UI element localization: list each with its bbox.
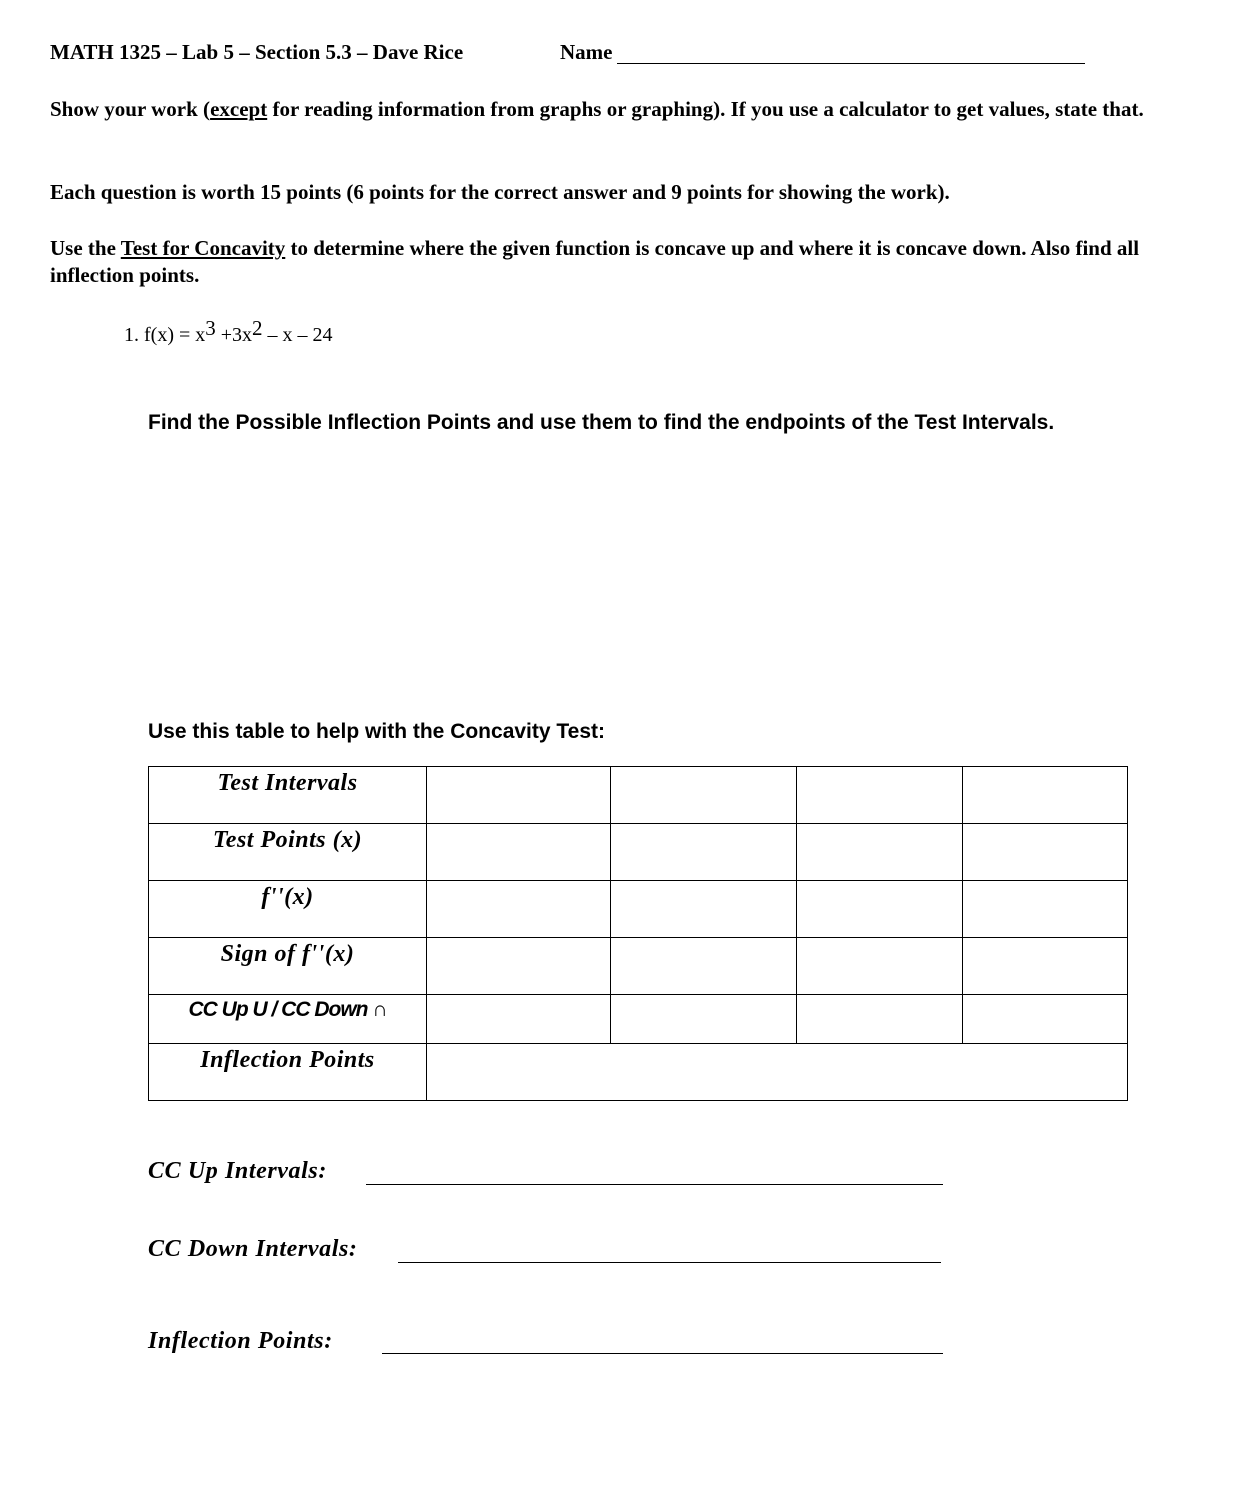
table-cell[interactable] xyxy=(427,995,611,1044)
table-row xyxy=(149,938,1128,995)
instruction-text: Show your work ( xyxy=(50,97,211,121)
table-cell[interactable] xyxy=(611,824,797,881)
row-label-cell xyxy=(149,1044,427,1101)
table-cell[interactable] xyxy=(427,881,611,938)
row-label: CC Up U / CC Down ∩ xyxy=(188,998,387,1021)
inflection-points-label: Inflection Points: xyxy=(148,1328,333,1354)
table-row xyxy=(149,995,1128,1044)
exponent: 2 xyxy=(252,316,263,340)
row-label: Sign of f''(x) xyxy=(220,941,355,967)
table-row xyxy=(149,881,1128,938)
table-cell[interactable] xyxy=(963,995,1128,1044)
row-label: Inflection Points xyxy=(200,1047,375,1073)
underlined-except: except xyxy=(210,97,268,121)
table-cell[interactable] xyxy=(797,824,963,881)
table-row xyxy=(149,824,1128,881)
table-cell[interactable] xyxy=(611,938,797,995)
row-label: Test Intervals xyxy=(217,770,358,796)
function-term: – x – 24 xyxy=(262,324,333,346)
inflection-points-cell[interactable] xyxy=(427,1044,1128,1101)
inflection-points-answer-line[interactable] xyxy=(382,1353,943,1354)
name-label: Name xyxy=(560,40,613,64)
function-lhs: f(x) = x xyxy=(144,324,206,346)
cc-down-answer-line[interactable] xyxy=(398,1262,941,1263)
table-cell[interactable] xyxy=(427,824,611,881)
table-cell[interactable] xyxy=(427,938,611,995)
table-cell[interactable] xyxy=(611,767,797,824)
row-label-cell xyxy=(149,938,427,995)
table-cell[interactable] xyxy=(611,995,797,1044)
cc-down-label: CC Down Intervals: xyxy=(148,1236,358,1262)
document-title: MATH 1325 – Lab 5 – Section 5.3 – Dave Rice xyxy=(50,40,464,64)
row-label: f''(x) xyxy=(261,884,314,910)
row-label: Test Points (x) xyxy=(212,827,363,853)
function-term: +3x xyxy=(215,324,253,346)
cc-up-label: CC Up Intervals: xyxy=(148,1158,327,1184)
question-number: 1. xyxy=(124,324,139,346)
table-cell[interactable] xyxy=(963,881,1128,938)
table-help-heading: Use this table to help with the Concavity Test: xyxy=(148,720,606,743)
instruction-text: for reading information from graphs or graphing). If you use a calculator to get values, state that. xyxy=(267,97,1144,121)
row-label-cell xyxy=(149,995,427,1044)
cc-up-answer-line[interactable] xyxy=(366,1184,943,1185)
instruction-points: Each question is worth 15 points (6 points for the correct answer and 9 points for showing the work). xyxy=(50,180,950,204)
row-label-cell xyxy=(149,824,427,881)
table-cell[interactable] xyxy=(963,938,1128,995)
table-cell[interactable] xyxy=(797,995,963,1044)
table-row xyxy=(149,1044,1128,1101)
name-input-line[interactable] xyxy=(617,63,1085,64)
table-cell[interactable] xyxy=(963,824,1128,881)
question-1 xyxy=(124,316,333,347)
row-label-cell xyxy=(149,767,427,824)
table-cell[interactable] xyxy=(797,767,963,824)
find-points-heading: Find the Possible Inflection Points and use them to find the endpoints of the Test Intervals. xyxy=(148,411,1055,434)
table-cell[interactable] xyxy=(963,767,1128,824)
table-cell[interactable] xyxy=(797,881,963,938)
row-label-cell xyxy=(149,881,427,938)
instruction-concavity xyxy=(50,235,1225,289)
table-cell[interactable] xyxy=(611,881,797,938)
concavity-table xyxy=(148,766,1128,1101)
table-cell[interactable] xyxy=(427,767,611,824)
instruction-text: to determine where the given function is concave up and where it is concave down. Also find all inflection points. xyxy=(50,236,1140,287)
underlined-test-for-concavity: Test for Concavity xyxy=(120,236,286,260)
instruction-show-work xyxy=(50,96,1225,123)
table-row xyxy=(149,767,1128,824)
instruction-text: Use the xyxy=(50,236,121,260)
table-cell[interactable] xyxy=(797,938,963,995)
exponent: 3 xyxy=(205,316,216,340)
